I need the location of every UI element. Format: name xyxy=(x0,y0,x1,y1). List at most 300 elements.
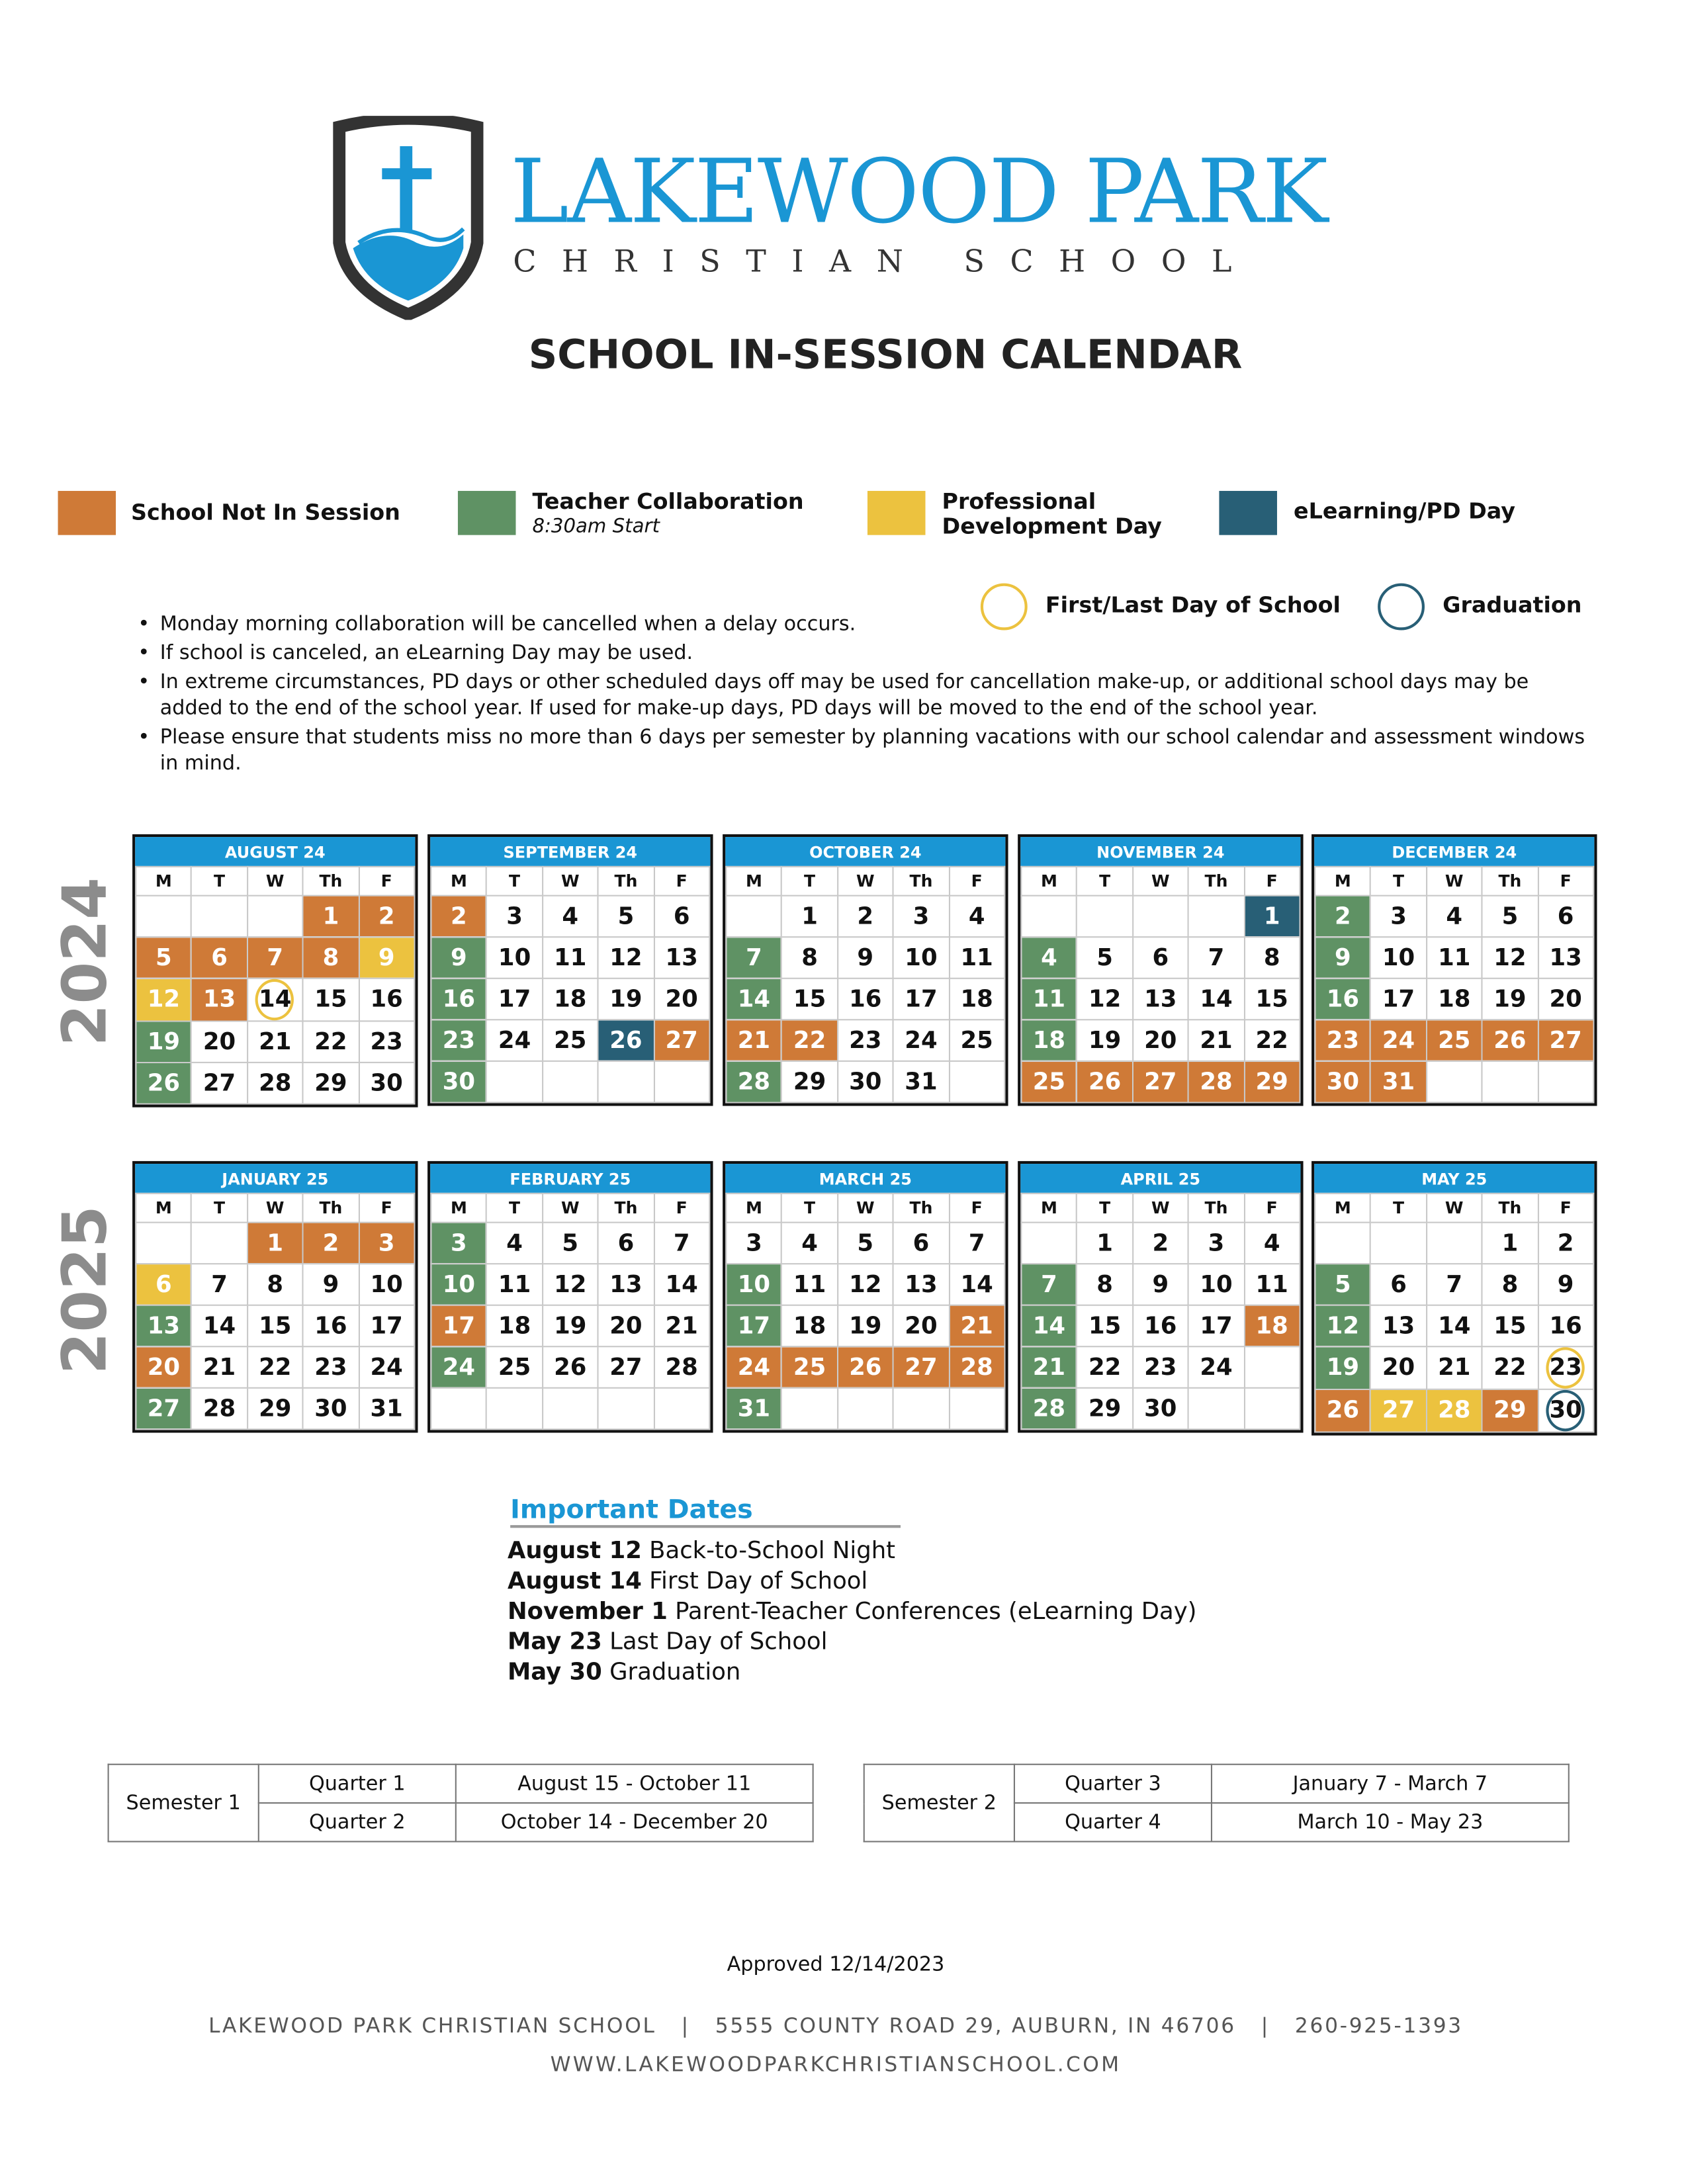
day-cell: 17 xyxy=(486,979,542,1020)
week-row xyxy=(726,1264,1004,1305)
day-cell: 7 xyxy=(247,937,303,979)
day-cell: 15 xyxy=(303,979,359,1022)
weekday-header: F xyxy=(654,867,709,896)
day-cell: 24 xyxy=(1188,1346,1244,1388)
empty-cell xyxy=(486,1061,542,1103)
day-cell: 23 xyxy=(838,1020,893,1061)
week-row xyxy=(136,1063,414,1104)
day-cell: 2 xyxy=(359,896,414,938)
weekday-header: W xyxy=(838,867,893,896)
empty-cell xyxy=(431,1388,486,1430)
week-row xyxy=(431,896,709,938)
semester-1-table xyxy=(108,1764,814,1843)
month-title: NOVEMBER 24 xyxy=(1020,837,1300,866)
day-cell: 24 xyxy=(431,1346,486,1388)
week-row xyxy=(1021,1305,1300,1347)
week-row xyxy=(136,1388,414,1430)
weekday-header: Th xyxy=(598,867,654,896)
weekday-header: M xyxy=(431,867,486,896)
weekday-header: Th xyxy=(303,1194,359,1223)
day-cell: 27 xyxy=(191,1063,247,1104)
day-cell: 18 xyxy=(543,979,598,1020)
important-dates-title: Important Dates xyxy=(510,1495,901,1528)
day-cell: 25 xyxy=(1427,1020,1482,1061)
legend-swatch-pd-day xyxy=(867,491,926,535)
day-cell: 28 xyxy=(726,1061,781,1103)
month-calendar xyxy=(132,1161,418,1433)
day-cell: 18 xyxy=(1021,1020,1077,1061)
week-row xyxy=(1315,1346,1593,1389)
day-cell: 11 xyxy=(1427,937,1482,979)
quarter-name: Quarter 4 xyxy=(1014,1803,1212,1841)
month-calendar xyxy=(427,834,713,1106)
weekday-header: W xyxy=(1133,867,1188,896)
legend-label-pd-line2: Development Day xyxy=(942,513,1162,539)
day-cell: 14 xyxy=(1021,1305,1077,1347)
footer-website[interactable]: WWW.LAKEWOODPARKCHRISTIANSCHOOL.COM xyxy=(550,2052,1122,2077)
month-calendar xyxy=(1018,834,1303,1106)
day-cell: 22 xyxy=(782,1020,838,1061)
legend-sublabel-collaboration: 8:30am Start xyxy=(532,515,660,538)
day-cell: 22 xyxy=(303,1021,359,1063)
day-cell: 12 xyxy=(598,937,654,979)
day-cell: 7 xyxy=(1021,1264,1077,1305)
day-cell: 9 xyxy=(431,937,486,979)
month-title: FEBRUARY 25 xyxy=(430,1164,710,1193)
day-cell: 3 xyxy=(726,1223,781,1264)
weekday-header: F xyxy=(1538,867,1593,896)
weekday-header: Th xyxy=(303,867,359,896)
week-row xyxy=(726,1305,1004,1347)
day-cell: 6 xyxy=(1370,1264,1426,1305)
day-cell: 20 xyxy=(191,1021,247,1063)
day-cell: 23 xyxy=(431,1020,486,1061)
weekday-header: T xyxy=(782,1194,838,1223)
week-row xyxy=(431,1061,709,1103)
day-cell: 7 xyxy=(191,1264,247,1305)
day-cell: 29 xyxy=(782,1061,838,1103)
weekday-header: T xyxy=(486,1194,542,1223)
day-cell: 26 xyxy=(1315,1389,1370,1432)
day-cell: 27 xyxy=(893,1346,949,1388)
approval-date: Approved 12/14/2023 xyxy=(727,1954,945,1976)
day-cell: 19 xyxy=(136,1021,191,1063)
weekday-header: M xyxy=(1315,867,1370,896)
day-cell: 20 xyxy=(1538,979,1593,1020)
day-cell: 3 xyxy=(431,1223,486,1264)
day-cell: 6 xyxy=(893,1223,949,1264)
quarter-range: March 10 - May 23 xyxy=(1212,1803,1569,1841)
weekday-header: T xyxy=(1370,867,1426,896)
week-row xyxy=(726,1223,1004,1264)
week-row xyxy=(1315,979,1593,1020)
day-cell: 16 xyxy=(1133,1305,1188,1347)
day-cell: 24 xyxy=(1370,1020,1426,1061)
day-cell: 7 xyxy=(949,1223,1004,1264)
weekday-header: F xyxy=(359,867,414,896)
weekday-header: Th xyxy=(1482,1194,1538,1223)
day-cell: 6 xyxy=(598,1223,654,1264)
weekday-header: W xyxy=(1427,867,1482,896)
empty-cell xyxy=(191,896,247,938)
week-row xyxy=(136,1223,414,1264)
day-cell: 19 xyxy=(598,979,654,1020)
day-cell: 30 xyxy=(838,1061,893,1103)
week-row xyxy=(1021,1020,1300,1061)
month-calendar xyxy=(1018,1161,1303,1433)
day-cell: 18 xyxy=(782,1305,838,1347)
day-cell: 16 xyxy=(838,979,893,1020)
legend-label-collaboration: Teacher Collaboration xyxy=(532,488,804,515)
day-cell: 1 xyxy=(1482,1223,1538,1264)
important-date-item: November 1 Parent-Teacher Conferences (eLearning Day) xyxy=(507,1598,1197,1626)
week-row xyxy=(136,1346,414,1388)
day-cell: 29 xyxy=(1482,1389,1538,1432)
note-item: • If school is canceled, an eLearning Day may be used. xyxy=(135,641,1597,668)
day-cell: 2 xyxy=(1315,896,1370,938)
day-cell: 22 xyxy=(247,1346,303,1388)
day-cell: 13 xyxy=(1133,979,1188,1020)
page-title: SCHOOL IN-SESSION CALENDAR xyxy=(528,331,1243,378)
week-row xyxy=(1315,1305,1593,1347)
week-row xyxy=(1021,1223,1300,1264)
week-row xyxy=(726,1346,1004,1388)
day-cell: 6 xyxy=(654,896,709,938)
day-cell: 24 xyxy=(726,1346,781,1388)
week-row xyxy=(726,937,1004,979)
weekday-header: F xyxy=(654,1194,709,1223)
day-cell: 8 xyxy=(1077,1264,1133,1305)
day-cell: 19 xyxy=(1315,1346,1370,1389)
day-cell: 17 xyxy=(1188,1305,1244,1347)
day-cell: 23 xyxy=(1315,1020,1370,1061)
day-cell: 15 xyxy=(1244,979,1300,1020)
day-cell: 3 xyxy=(1188,1223,1244,1264)
weekday-header: W xyxy=(543,1194,598,1223)
day-cell: 13 xyxy=(654,937,709,979)
empty-cell xyxy=(949,1388,1004,1430)
week-row xyxy=(726,979,1004,1020)
weekday-header: F xyxy=(1538,1194,1593,1223)
week-row xyxy=(1021,1264,1300,1305)
month-calendar xyxy=(1311,834,1597,1106)
day-cell: 10 xyxy=(893,937,949,979)
day-cell: 17 xyxy=(893,979,949,1020)
day-cell: 25 xyxy=(543,1020,598,1061)
day-cell: 5 xyxy=(1482,896,1538,938)
day-cell: 24 xyxy=(486,1020,542,1061)
day-cell: 15 xyxy=(1482,1305,1538,1347)
week-row xyxy=(1021,979,1300,1020)
day-cell: 30 xyxy=(1538,1389,1593,1432)
week-row xyxy=(431,1020,709,1061)
day-cell: 24 xyxy=(893,1020,949,1061)
month-calendar xyxy=(1311,1161,1597,1436)
day-cell: 27 xyxy=(136,1388,191,1430)
day-cell: 10 xyxy=(1370,937,1426,979)
day-cell: 3 xyxy=(359,1223,414,1264)
day-cell: 15 xyxy=(782,979,838,1020)
week-row xyxy=(1021,896,1300,938)
day-cell: 20 xyxy=(654,979,709,1020)
day-cell: 2 xyxy=(1538,1223,1593,1264)
day-cell: 2 xyxy=(431,896,486,938)
day-cell: 21 xyxy=(654,1305,709,1347)
day-cell: 26 xyxy=(1077,1061,1133,1103)
legend-swatch-collaboration xyxy=(458,491,516,535)
day-cell: 13 xyxy=(1370,1305,1426,1347)
empty-cell xyxy=(543,1388,598,1430)
empty-cell xyxy=(949,1061,1004,1103)
day-cell: 14 xyxy=(1427,1305,1482,1347)
weekday-header: F xyxy=(949,867,1004,896)
important-date-item: August 12 Back-to-School Night xyxy=(507,1537,896,1565)
weekday-header: T xyxy=(1077,1194,1133,1223)
quarter-name: Quarter 1 xyxy=(259,1765,456,1803)
day-cell: 30 xyxy=(1315,1061,1370,1103)
weekday-header: T xyxy=(1370,1194,1426,1223)
weekday-header: F xyxy=(1244,867,1300,896)
empty-cell xyxy=(726,896,781,938)
shield-logo-icon xyxy=(331,116,485,320)
month-title: AUGUST 24 xyxy=(135,837,415,866)
day-cell: 6 xyxy=(191,937,247,979)
day-cell: 10 xyxy=(359,1264,414,1305)
day-cell: 11 xyxy=(1021,979,1077,1020)
weekday-header: T xyxy=(191,1194,247,1223)
day-cell: 3 xyxy=(1370,896,1426,938)
day-cell: 4 xyxy=(1244,1223,1300,1264)
day-cell: 31 xyxy=(1370,1061,1426,1103)
day-cell: 9 xyxy=(1133,1264,1188,1305)
legend-label-first-last: First/Last Day of School xyxy=(1045,591,1341,618)
day-cell: 9 xyxy=(838,937,893,979)
day-cell: 30 xyxy=(303,1388,359,1430)
day-cell: 11 xyxy=(543,937,598,979)
day-cell: 5 xyxy=(598,896,654,938)
day-cell: 9 xyxy=(359,937,414,979)
day-cell: 7 xyxy=(1188,937,1244,979)
day-cell: 30 xyxy=(1133,1388,1188,1430)
weekday-header: F xyxy=(1244,1194,1300,1223)
day-cell: 23 xyxy=(1538,1346,1593,1389)
week-row xyxy=(431,1388,709,1430)
day-cell: 18 xyxy=(1427,979,1482,1020)
day-cell: 1 xyxy=(1244,896,1300,938)
day-cell: 16 xyxy=(303,1305,359,1347)
weekday-header: W xyxy=(1427,1194,1482,1223)
day-cell: 18 xyxy=(486,1305,542,1347)
day-cell: 27 xyxy=(598,1346,654,1388)
quarter-range: August 15 - October 11 xyxy=(456,1765,813,1803)
day-cell: 26 xyxy=(1482,1020,1538,1061)
day-cell: 29 xyxy=(1077,1388,1133,1430)
weekday-header: F xyxy=(359,1194,414,1223)
day-cell: 27 xyxy=(654,1020,709,1061)
month-title: SEPTEMBER 24 xyxy=(430,837,710,866)
week-row xyxy=(431,1305,709,1347)
day-cell: 11 xyxy=(486,1264,542,1305)
day-cell: 14 xyxy=(949,1264,1004,1305)
day-cell: 21 xyxy=(1021,1346,1077,1388)
day-cell: 4 xyxy=(1021,937,1077,979)
day-cell: 5 xyxy=(543,1223,598,1264)
week-row xyxy=(1315,1061,1593,1103)
day-cell: 19 xyxy=(1482,979,1538,1020)
day-cell: 4 xyxy=(782,1223,838,1264)
weekday-header: W xyxy=(247,1194,303,1223)
empty-cell xyxy=(1315,1223,1370,1264)
week-row xyxy=(136,1305,414,1347)
month-calendar xyxy=(723,834,1008,1106)
week-row xyxy=(1021,1388,1300,1430)
weekday-header: Th xyxy=(893,867,949,896)
week-row xyxy=(726,1061,1004,1103)
day-cell: 26 xyxy=(838,1346,893,1388)
day-cell: 16 xyxy=(431,979,486,1020)
weekday-header: W xyxy=(838,1194,893,1223)
day-cell: 20 xyxy=(598,1305,654,1347)
day-cell: 23 xyxy=(359,1021,414,1063)
day-cell: 9 xyxy=(303,1264,359,1305)
empty-cell xyxy=(1077,896,1133,938)
week-row xyxy=(136,1021,414,1063)
quarter-range: October 14 - December 20 xyxy=(456,1803,813,1841)
empty-cell xyxy=(893,1388,949,1430)
empty-cell xyxy=(136,1223,191,1264)
day-cell: 14 xyxy=(654,1264,709,1305)
day-cell: 17 xyxy=(726,1305,781,1347)
weekday-header: M xyxy=(726,1194,781,1223)
day-cell: 17 xyxy=(359,1305,414,1347)
day-cell: 11 xyxy=(782,1264,838,1305)
school-name-logo: LAKEWOOD PARK xyxy=(510,142,1327,244)
month-title: MAY 25 xyxy=(1314,1164,1594,1193)
day-cell: 17 xyxy=(431,1305,486,1347)
day-cell: 2 xyxy=(303,1223,359,1264)
day-cell: 16 xyxy=(1538,1305,1593,1347)
day-cell: 23 xyxy=(1133,1346,1188,1388)
day-cell: 22 xyxy=(1482,1346,1538,1389)
note-item: • Monday morning collaboration will be cancelled when a delay occurs. xyxy=(135,612,1597,638)
day-cell: 15 xyxy=(1077,1305,1133,1347)
weekday-header: Th xyxy=(1482,867,1538,896)
day-cell: 21 xyxy=(191,1346,247,1388)
empty-cell xyxy=(1188,896,1244,938)
weekday-header: M xyxy=(1315,1194,1370,1223)
week-row xyxy=(1021,1346,1300,1388)
day-cell: 7 xyxy=(1427,1264,1482,1305)
day-cell: 15 xyxy=(247,1305,303,1347)
day-cell: 4 xyxy=(1427,896,1482,938)
day-cell: 8 xyxy=(782,937,838,979)
weekday-header: T xyxy=(486,867,542,896)
day-cell: 21 xyxy=(726,1020,781,1061)
day-cell: 30 xyxy=(359,1063,414,1104)
day-cell: 27 xyxy=(1370,1389,1426,1432)
day-cell: 4 xyxy=(486,1223,542,1264)
day-cell: 14 xyxy=(247,979,303,1022)
day-cell: 12 xyxy=(543,1264,598,1305)
day-cell: 27 xyxy=(1538,1020,1593,1061)
week-row xyxy=(431,1223,709,1264)
legend-label-pd-line1: Professional xyxy=(942,488,1096,515)
month-title: JANUARY 25 xyxy=(135,1164,415,1193)
week-row xyxy=(136,979,414,1022)
legend-label-elearning: eLearning/PD Day xyxy=(1293,498,1516,524)
day-cell: 19 xyxy=(543,1305,598,1347)
week-row xyxy=(1315,1223,1593,1264)
day-cell: 17 xyxy=(1370,979,1426,1020)
day-cell: 24 xyxy=(359,1346,414,1388)
weekday-header: F xyxy=(949,1194,1004,1223)
empty-cell xyxy=(1021,896,1077,938)
day-cell: 10 xyxy=(486,937,542,979)
day-cell: 1 xyxy=(303,896,359,938)
day-cell: 28 xyxy=(949,1346,1004,1388)
day-cell: 27 xyxy=(1133,1061,1188,1103)
quarter-name: Quarter 3 xyxy=(1014,1765,1212,1803)
important-date-item: May 23 Last Day of School xyxy=(507,1628,828,1657)
day-cell: 3 xyxy=(486,896,542,938)
weekday-header: Th xyxy=(598,1194,654,1223)
weekday-header: M xyxy=(1021,867,1077,896)
weekday-header: T xyxy=(191,867,247,896)
week-row xyxy=(431,1264,709,1305)
day-cell: 1 xyxy=(247,1223,303,1264)
day-cell: 8 xyxy=(1482,1264,1538,1305)
week-row xyxy=(726,1020,1004,1061)
day-cell: 6 xyxy=(136,1264,191,1305)
empty-cell xyxy=(598,1061,654,1103)
day-cell: 12 xyxy=(1315,1305,1370,1347)
legend-swatch-not-in-session xyxy=(58,491,116,535)
semester-2-table xyxy=(864,1764,1570,1843)
empty-cell xyxy=(654,1388,709,1430)
day-cell: 7 xyxy=(654,1223,709,1264)
empty-cell xyxy=(1370,1223,1426,1264)
week-row xyxy=(1315,1020,1593,1061)
day-cell: 10 xyxy=(431,1264,486,1305)
day-cell: 28 xyxy=(1427,1389,1482,1432)
quarter-range: January 7 - March 7 xyxy=(1212,1765,1569,1803)
day-cell: 28 xyxy=(191,1388,247,1430)
week-row xyxy=(136,937,414,979)
year-label-2025: 2025 xyxy=(50,1205,121,1375)
day-cell: 16 xyxy=(1315,979,1370,1020)
day-cell: 8 xyxy=(303,937,359,979)
day-cell: 9 xyxy=(1538,1264,1593,1305)
day-cell: 12 xyxy=(136,979,191,1022)
day-cell: 4 xyxy=(949,896,1004,938)
empty-cell xyxy=(1188,1388,1244,1430)
day-cell: 1 xyxy=(782,896,838,938)
week-row xyxy=(726,1388,1004,1430)
week-row xyxy=(431,979,709,1020)
month-calendar xyxy=(723,1161,1008,1433)
day-cell: 31 xyxy=(359,1388,414,1430)
day-cell: 8 xyxy=(247,1264,303,1305)
day-cell: 31 xyxy=(726,1388,781,1430)
day-cell: 7 xyxy=(726,937,781,979)
month-title: OCTOBER 24 xyxy=(725,837,1005,866)
month-title: MARCH 25 xyxy=(725,1164,1005,1193)
day-cell: 5 xyxy=(136,937,191,979)
day-cell: 12 xyxy=(1482,937,1538,979)
day-cell: 14 xyxy=(1188,979,1244,1020)
empty-cell xyxy=(191,1223,247,1264)
day-cell: 20 xyxy=(136,1346,191,1388)
